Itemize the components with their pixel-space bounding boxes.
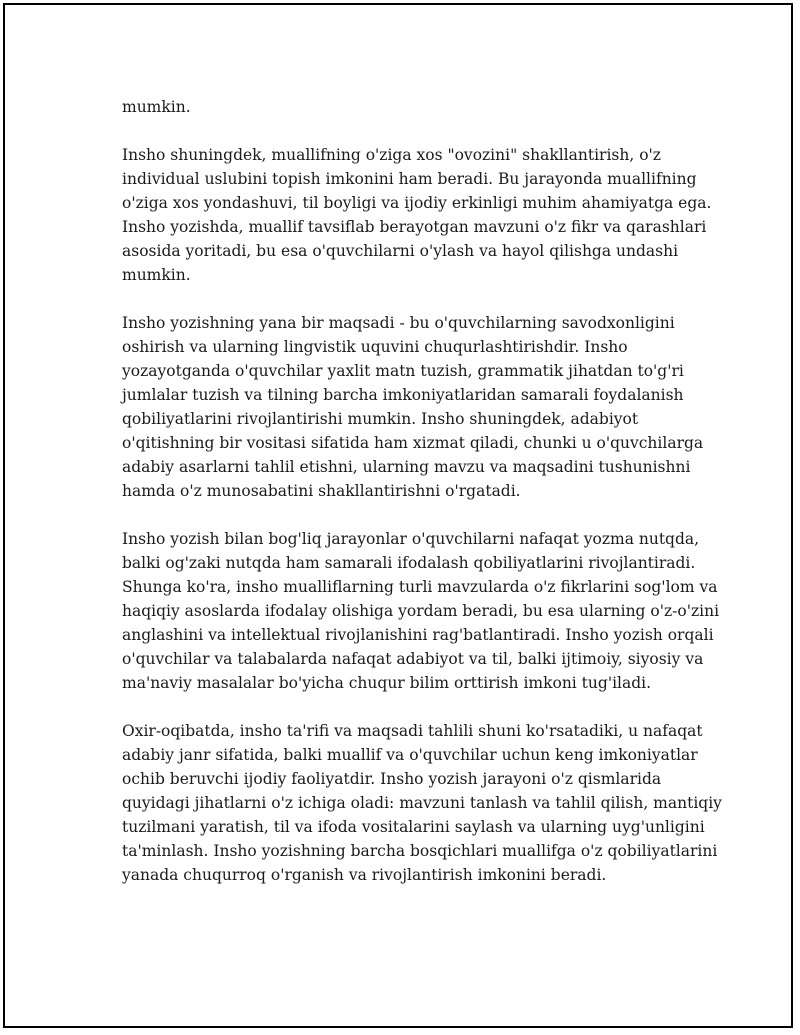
paragraph-3 [122,311,722,503]
text-line: oshirish va ularning lingvistik uquvini chuqurlashtirishdir. Insho [122,338,628,356]
text-line: hamda o'z munosabatini shakllantirishni o'rgatadi. [122,482,521,500]
text-line: Insho yozishda, muallif tavsiflab berayotgan mavzuni o'z fikr va qarashlari [122,218,707,236]
text-line: o'ziga xos yondashuvi, til boyligi va ijodiy erkinligi muhim ahamiyatga ega. [122,194,712,212]
text-line: anglashini va intellektual rivojlanishini rag'batlantiradi. Insho yozish orqali [122,626,714,644]
document-body [122,95,722,911]
text-line: Insho yozish bilan bog'liq jarayonlar o'quvchilarni nafaqat yozma nutqda, [122,530,700,548]
text-line: tuzilmani yaratish, til va ifoda vositalarini saylash va ularning uyg'unligini [122,818,705,836]
text-line: mumkin. [122,266,191,284]
text-line: Oxir-oqibatda, insho ta'rifi va maqsadi tahlili shuni ko'rsatadiki, u nafaqat [122,722,703,740]
paragraph-1 [122,95,722,119]
text-line: Insho shuningdek, muallifning o'ziga xos "ovozini" shakllantirish, o'z [122,146,661,164]
text-line: balki og'zaki nutqda ham samarali ifodalash qobiliyatlarini rivojlantiradi. [122,554,696,572]
paragraph-5 [122,719,722,887]
text-line: jumlalar tuzish va tilning barcha imkoniyatlaridan samarali foydalanish [122,386,684,404]
text-line: adabiy asarlarni tahlil etishni, ularning mavzu va maqsadini tushunishni [122,458,691,476]
paragraph-4 [122,527,722,695]
text-line: quyidagi jihatlarni o'z ichiga oladi: mavzuni tanlash va tahlil qilish, mantiqiy [122,794,722,812]
text-line: Insho yozishning yana bir maqsadi - bu o'quvchilarning savodxonligini [122,314,675,332]
text-line: mumkin. [122,98,191,116]
paragraph-2 [122,143,722,287]
text-line: asosida yoritadi, bu esa o'quvchilarni o'ylash va hayol qilishga undashi [122,242,679,260]
text-line: individual uslubini topish imkonini ham beradi. Bu jarayonda muallifning [122,170,697,188]
text-line: qobiliyatlarini rivojlantirishi mumkin. Insho shuningdek, adabiyot [122,410,639,428]
text-line: ochib beruvchi ijodiy faoliyatdir. Insho yozish jarayoni o'z qismlarida [122,770,662,788]
page-frame [3,3,793,1028]
text-line: o'qitishning bir vositasi sifatida ham xizmat qiladi, chunki u o'quvchilarga [122,434,704,452]
text-line: ma'naviy masalalar bo'yicha chuqur bilim orttirish imkoni tug'iladi. [122,674,652,692]
text-line: Shunga ko'ra, insho mualliflarning turli mavzularda o'z fikrlarini sog'lom va [122,578,718,596]
text-line: yanada chuqurroq o'rganish va rivojlantirish imkonini beradi. [122,866,607,884]
text-line: o'quvchilar va talabalarda nafaqat adabiyot va til, balki ijtimoiy, siyosiy va [122,650,704,668]
text-line: yozayotganda o'quvchilar yaxlit matn tuzish, grammatik jihatdan to'g'ri [122,362,684,380]
text-line: ta'minlash. Insho yozishning barcha bosqichlari muallifga o'z qobiliyatlarini [122,842,718,860]
text-line: adabiy janr sifatida, balki muallif va o'quvchilar uchun keng imkoniyatlar [122,746,698,764]
text-line: haqiqiy asoslarda ifodalay olishiga yordam beradi, bu esa ularning o'z-o'zini [122,602,720,620]
